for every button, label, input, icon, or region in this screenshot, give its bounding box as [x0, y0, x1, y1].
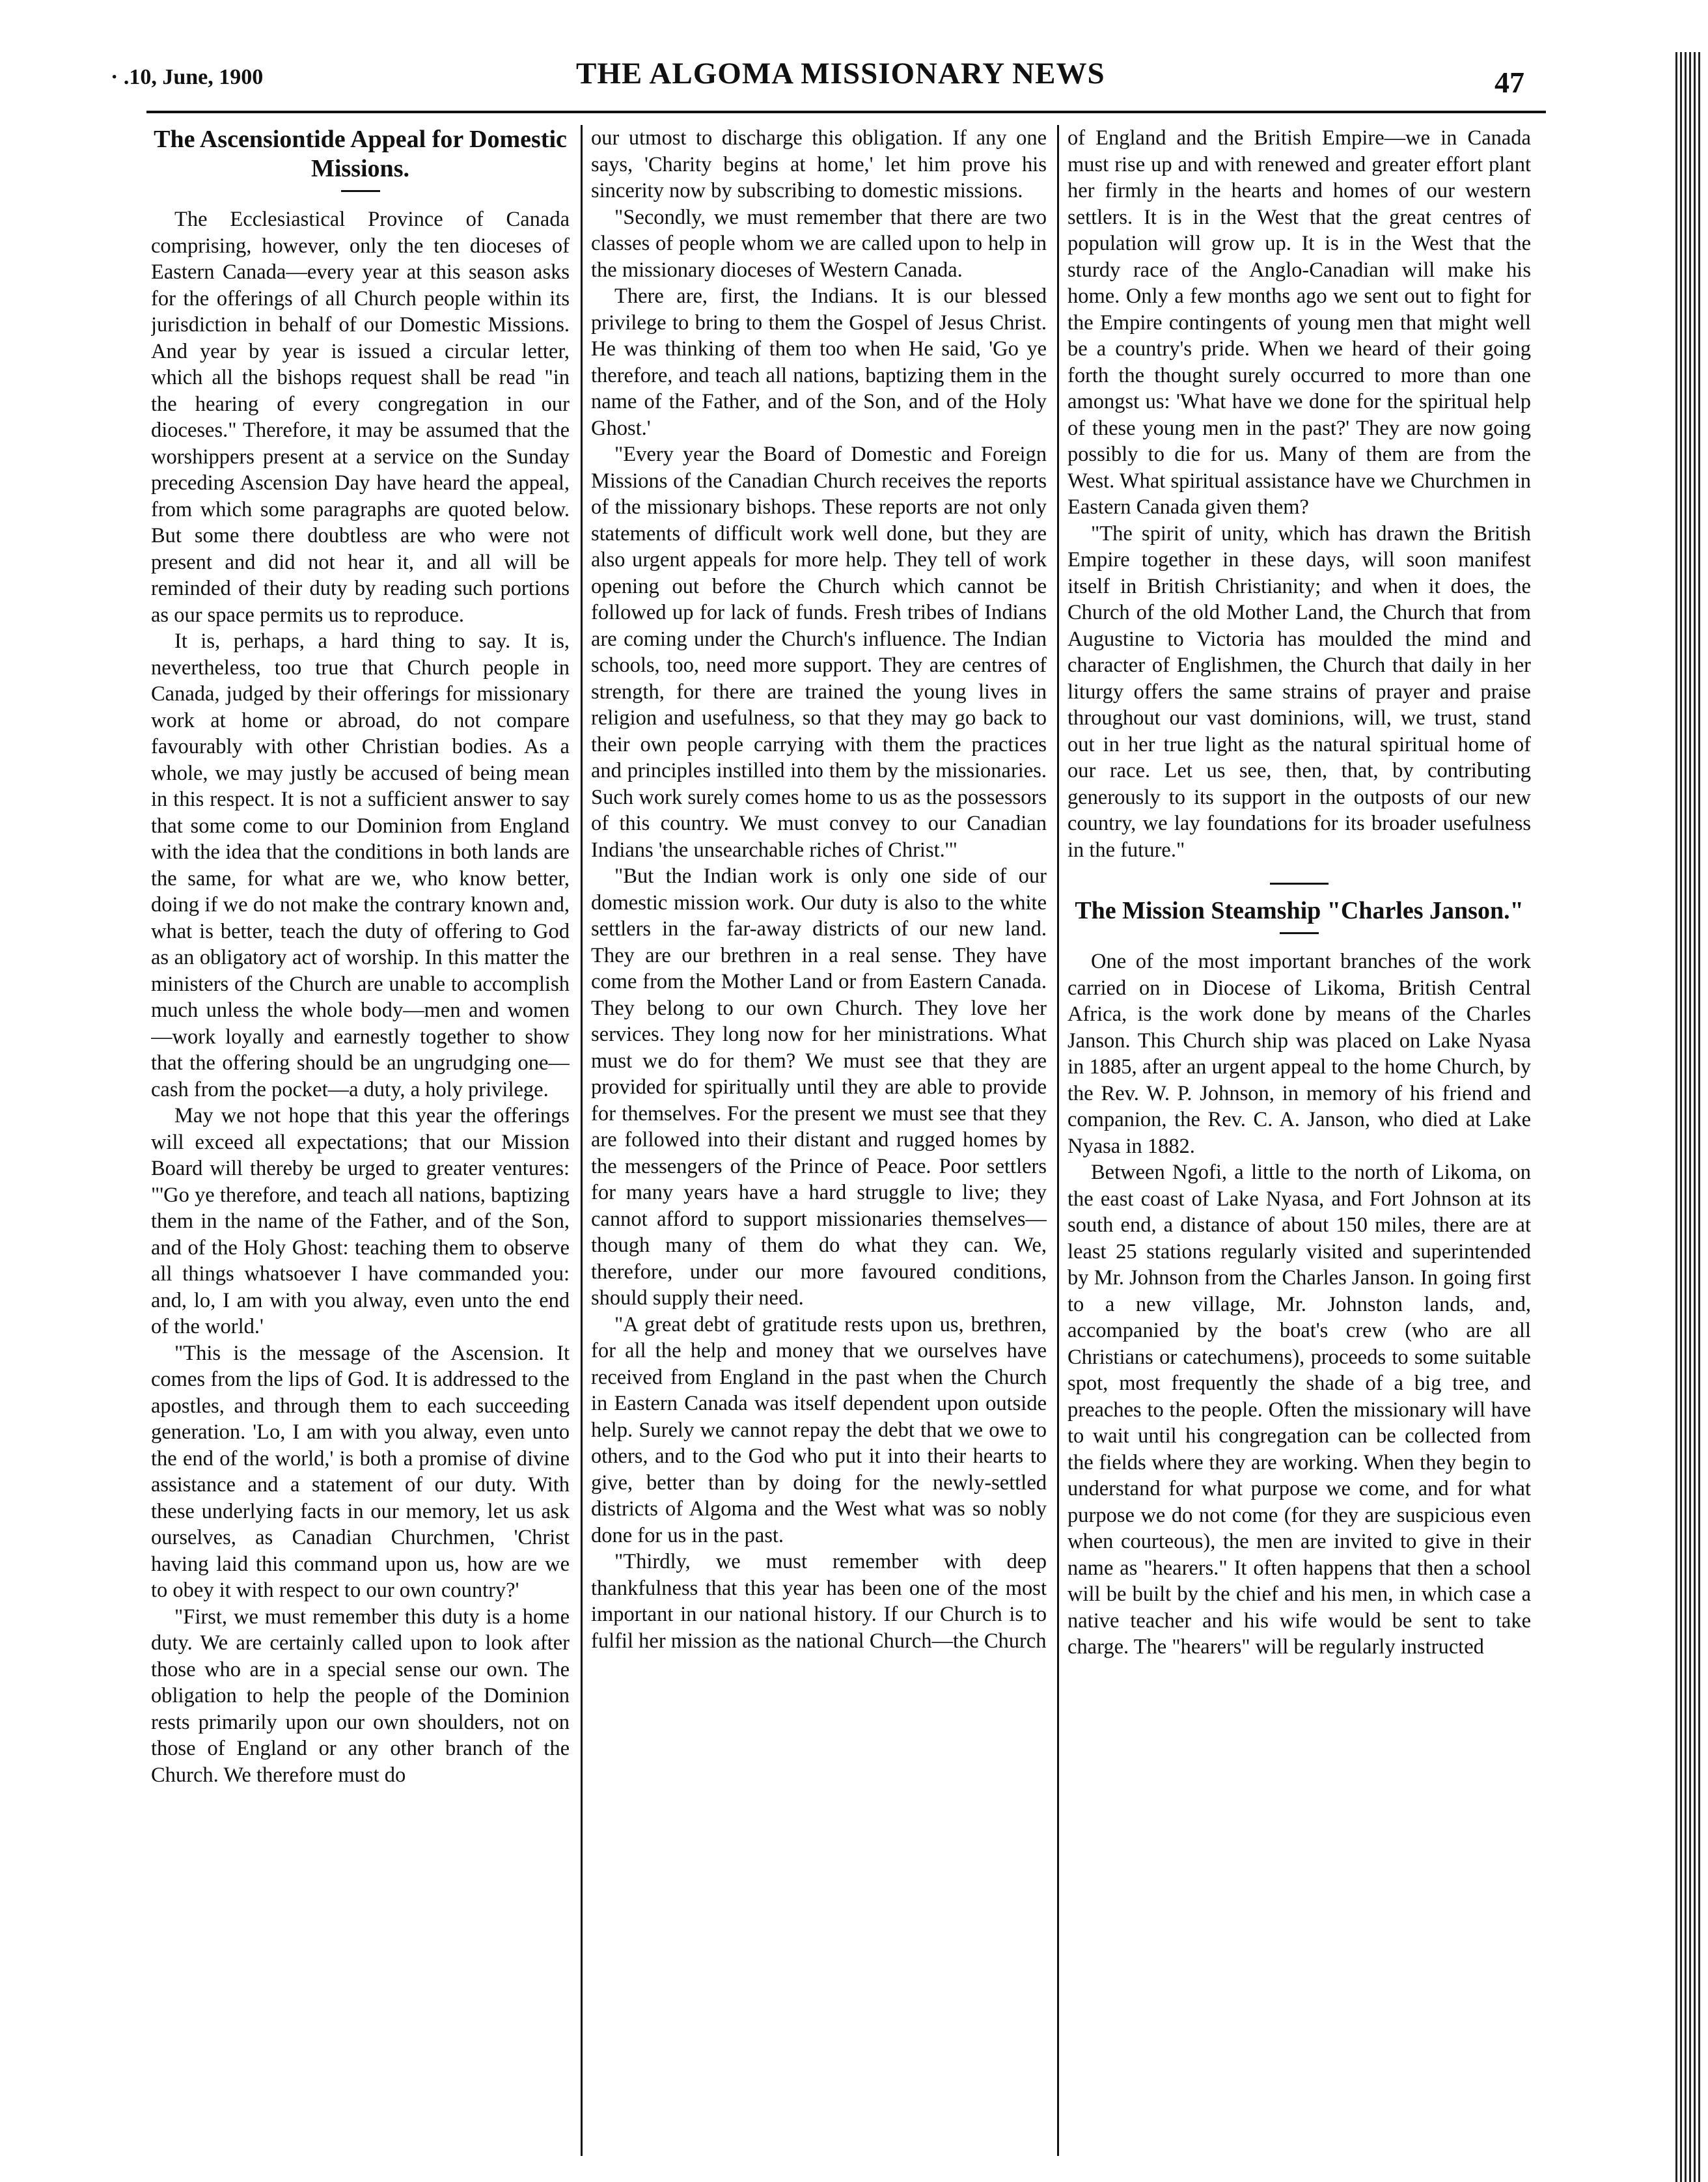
- paragraph: "First, we must remember this duty is a home duty. We are certainly called upon to look after those who are in a special sense our own. The obligation to help the people of the Dominion rests primarily upon our own shoulders, not on those of England or any other branch of the Church. We therefore must do: [151, 1605, 570, 1787]
- paragraph: "Secondly, we must remember that there are two classes of people whom we are called upon to help in the missionary dioceses of Western Canada.: [591, 205, 1047, 282]
- column-1: [151, 125, 570, 2156]
- paragraph: Between Ngofi, a little to the north of Likoma, on the east coast of Lake Nyasa, and Fort Johnson at its south end, a distance of about 150 miles, there are at least 25 stations regularly visited and superintended by Mr. Johnson from the Charles Janson. In going first to a new village, Mr. Johnston lands, and, accompanied by the boat's crew (who are all Christians or catechumens), proceeds to some suitable spot, most frequently the shade of a big tree, and preaches to the people. Often the missionary will have to wait until his congregation can be collected from the fields where they are working. When they begin to understand for what purpose we come, and for what purpose we do not come (for they are suspicious even when courteous), the men are invited to give in their name as "hearers." It often happens that then a school will be built by the chief and his men, in which case a native teacher and his wife would be sent to take charge. The "hearers" will be regularly instructed: [1068, 1161, 1531, 1659]
- page-edge-binding: [1675, 52, 1701, 2182]
- paragraph: "A great debt of gratitude rests upon us, brethren, for all the help and money that we ourselves have received from England in the past when the Church in Eastern Canada was itself dependent upon outside help. Surely we cannot repay the debt that we owe to others, and to the God who put it into their hearts to give, better than by doing for the newly-settled districts of Algoma and the West what was so nobly done for us in the past.: [591, 1312, 1047, 1547]
- paragraph: May we not hope that this year the offerings will exceed all expectations; that our Mission Board will thereby be urged to greater ventures: "'Go ye therefore, and teach all nations, baptizing them in the name of the Father, and of the Son, and of the Holy Ghost: teaching them to observe all things whatsoever I have commanded you: and, lo, I am with you alway, even unto the end of the world.': [151, 1104, 570, 1338]
- column-3: [1068, 125, 1531, 2156]
- column-divider: [581, 125, 583, 2156]
- article-heading: The Mission Steamship "Charles Janson.": [1075, 897, 1524, 924]
- paragraph: "Every year the Board of Domestic and Foreign Missions of the Canadian Church receives the reports of the missionary bishops. These reports are not only statements of difficult work well done, but they are also urgent appeals for more help. They tell of work opening out before the Church which cannot be followed up for lack of funds. Fresh tribes of Indians are coming under the Church's influence. The Indian schools, too, need more support. They are centres of strength, for there are trained the young lives in religion and usefulness, so that they may go back to their own people carrying with them the practices and principles instilled into them by the missionaries. Such work surely comes home to us as the possessors of this country. We must convey to our Canadian Indians 'the unsearchable riches of Christ.'": [591, 443, 1047, 862]
- article-heading: The Ascensiontide Appeal for Domestic Missions.: [154, 126, 567, 182]
- heading-rule: [1280, 932, 1319, 934]
- paragraph: One of the most important branches of the work carried on in Diocese of Likoma, British Central Africa, is the work done by means of the Charles Janson. This Church ship was placed on Lake Nyasa in 1885, after an urgent appeal to the home Church, by the Rev. W. P. Johnson, in memory of his friend and companion, the Rev. C. A. Janson, who died at Lake Nyasa in 1882.: [1068, 950, 1531, 1158]
- paragraph: It is, perhaps, a hard thing to say. It is, nevertheless, too true that Church people in Canada, judged by their offerings for missionary work at home or abroad, do not compare favourably with other Christian bodies. As a whole, we may justly be accused of being mean in this respect. It is not a sufficient answer to say that some come to our Dominion from England with the idea that the conditions in both lands are the same, for what are we, who know better, doing if we do not make the contrary known and, what is better, teach the duty of offering to God as an obligatory act of worship. In this matter the ministers of the Church are unable to accomplish much unless the whole body—men and women—work loyally and earnestly together to show that the offering should be an ungrudging one—cash from the pocket—a duty, a holy privilege.: [151, 629, 570, 1101]
- paragraph: "The spirit of unity, which has drawn the British Empire together in these days, will soon manifest itself in British Christianity; and when it does, the Church of the old Mother Land, the Church that from Augustine to Victoria has moulded the mind and character of Englishmen, the Church that daily in her liturgy offers the same strains of prayer and praise throughout our vast dominions, will, we trust, stand out in her true light as the natural spiritual home of our race. Let us see, then, that, by contributing generously to its support in the outposts of our new country, we lay foundations for its broader usefulness in the future.": [1068, 521, 1531, 862]
- paragraph: "Thirdly, we must remember with deep thankfulness that this year has been one of the most important in our national history. If our Church is to fulfil her mission as the national Church—the Church: [591, 1550, 1047, 1653]
- paragraph: our utmost to discharge this obligation. If any one says, 'Charity begins at home,' let him prove his sincerity now by subscribing to domestic missions.: [591, 126, 1047, 202]
- paragraph: "This is the message of the Ascension. It comes from the lips of God. It is addressed to the apostles, and through them to each succeeding generation. 'Lo, I am with you alway, even unto the end of the world,' is both a promise of divine assistance and a statement of our duty. With these underlying facts in our memory, let us ask ourselves, as Canadian Churchmen, 'Christ having laid this command upon us, how are we to obey it with respect to our own country?': [151, 1341, 570, 1602]
- paragraph: There are, first, the Indians. It is our blessed privilege to bring to them the Gospel of Jesus Christ. He was thinking of them too when He said, 'Go ye therefore, and teach all nations, baptizing them in the name of the Father, and of the Son, and of the Holy Ghost.': [591, 284, 1047, 440]
- paragraph: The Ecclesiastical Province of Canada comprising, however, only the ten dioceses of Eastern Canada—every year at this season asks for the offerings of all Church people within its jurisdiction in behalf of our Domestic Missions. And year by year is issued a circular letter, which all the bishops request shall be read "in the hearing of every congregation in our dioceses." Therefore, it may be assumed that the worshippers present at a service on the Sunday preceding Ascension Day have heard the appeal, from which some paragraphs are quoted below. But some there doubtless are who were not present and did not hear it, and all will be reminded of their duty by reading such portions as our space permits us to reproduce.: [151, 208, 570, 627]
- section-rule: [1270, 883, 1329, 885]
- paragraph: "But the Indian work is only one side of our domestic mission work. Our duty is also to the white settlers in the far-away districts of our new land. They are our brethren in a real sense. They have come from the Mother Land or from Eastern Canada. They belong to our own Church. They love her services. They long now for her ministrations. What must we do for them? We must see that they are provided for spiritually until they are able to provide for themselves. For the present we must see that they are followed into their distant and rugged homes by the messengers of the Prince of Peace. Poor settlers for many years have a hard struggle to live; they cannot afford to support missionaries themselves—though many of them do what they can. We, therefore, under our more favoured conditions, should supply their need.: [591, 864, 1047, 1310]
- masthead-title: THE ALGOMA MISSIONARY NEWS: [576, 57, 1105, 90]
- issue-date: · .10, June, 1900: [111, 65, 264, 89]
- paragraph: of England and the British Empire—we in Canada must rise up and with renewed and greater effort plant her firmly in the hearts and homes of our western settlers. It is in the West that the great centres of population will grow up. It is in the West that the sturdy race of the Anglo-Canadian will make his home. Only a few months ago we sent out to fight for the Empire contingents of young men that might well be a country's pride. When we heard of their going forth the thought surely occurred to more than one amongst us: 'What have we done for the spiritual help of these young men in the past?' They are now going possibly to die for us. Many of them are from the West. What spiritual assistance have we Churchmen in Eastern Canada given them?: [1068, 126, 1531, 519]
- column-2: [591, 125, 1047, 2156]
- page-number: 47: [1494, 66, 1524, 99]
- heading-rule: [341, 190, 380, 192]
- column-divider: [1057, 125, 1059, 2156]
- header-rule: [146, 111, 1546, 113]
